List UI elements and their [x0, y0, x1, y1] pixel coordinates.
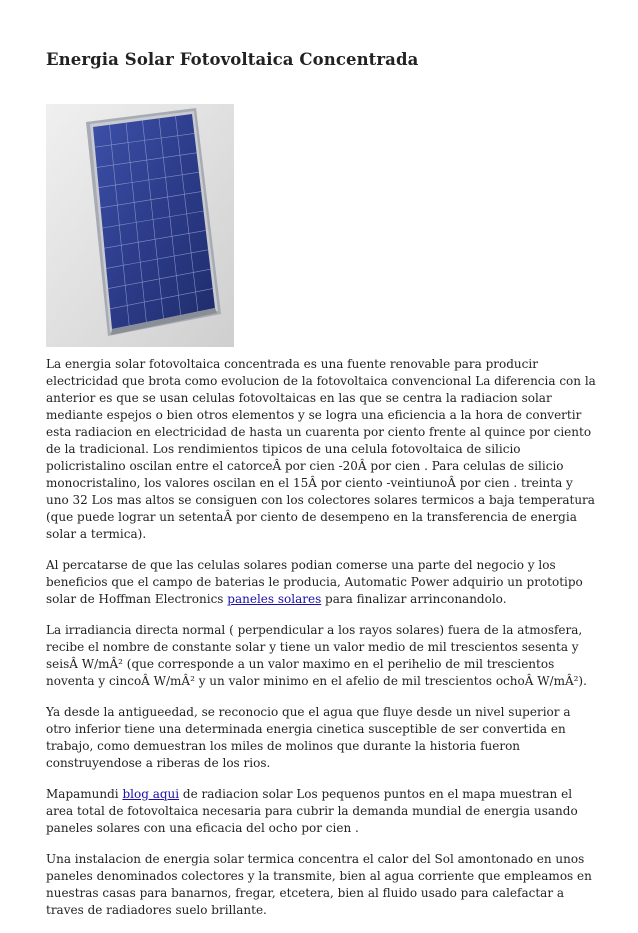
solar-panel-image: [46, 104, 234, 347]
paragraph-6: Una instalacion de energia solar termica concentra el calor del Sol amontonado en unos paneles denominados colectores y la transmite, bien al agua corriente que empleamos en nuestras casas para banarnos, fregar, etcetera, bien al fluido usado para calefactar a traves de radiadores suelo brillante.: [46, 852, 592, 917]
article-body: [46, 356, 596, 933]
blog-aqui-link[interactable]: blog aqui: [122, 787, 180, 801]
paragraph-2: [46, 557, 596, 608]
paragraph-5: [46, 786, 596, 837]
paragraph-1: La energia solar fotovoltaica concentrada es una fuente renovable para producir electricidad que brota como evolucion de la fotovoltaica convencional La diferencia con la anterior es que se usan celulas fotovoltaicas en las que se centra la radiacion solar mediante espejos o bien otros elementos y se logra una eficiencia a la hora de convertir esta radiacion en electricidad de hasta un cuarenta por ciento frente al quince por ciento de la tradicional. Los rendimientos tipicos de una celula fotovoltaica de silicio policristalino oscilan entre el catorceÂ por cien -20Â por cien . Para celulas de silicio monocristalino, los valores oscilan en el 15Â por ciento -veintiunoÂ por cien . treinta y uno 32 Los mas altos se consiguen con los colectores solares termicos a baja temperatura (que puede lograr un setentaÂ por ciento de desempeno en la transferencia de energia solar a termica).: [46, 357, 596, 541]
paragraph-5-text-before: Mapamundi: [46, 787, 123, 801]
paneles-solares-link[interactable]: paneles solares: [227, 592, 322, 606]
paragraph-2-text-before: Al percatarse de que las celulas solares podian comerse una parte del negocio y los beneficios que el campo de baterias le producia, Automatic Power adquirio un prototipo solar de Hoffman Electronics: [46, 558, 583, 606]
paragraph-5-text-after: de radiacion solar Los pequenos puntos en el mapa muestran el area total de fotovoltaica necesaria para cubrir la demanda mundial de energia usando paneles solares con una eficacia del ocho por cien .: [46, 787, 578, 835]
page-title: Energia Solar Fotovoltaica Concentrada: [46, 50, 419, 69]
solar-panel-illustration: [46, 104, 234, 347]
paragraph-2-text-after: para finalizar arrinconandolo.: [321, 592, 507, 606]
paragraph-4: Ya desde la antigueedad, se reconocio que el agua que fluye desde un nivel superior a otro inferior tiene una determinada energia cinetica susceptible de ser convertida en trabajo, como demuestran los miles de molinos que durante la historia fueron construyendose a riberas de los rios.: [46, 705, 571, 770]
paragraph-3: La irradiancia directa normal ( perpendicular a los rayos solares) fuera de la atmosfera, recibe el nombre de constante solar y tiene un valor medio de mil trescientos sesenta y seisÂ W/mÂ² (que corresponde a un valor maximo en el perihelio de mil trescientos noventa y cincoÂ W/mÂ² y un valor minimo en el afelio de mil trescientos ochoÂ W/mÂ²).: [46, 623, 587, 688]
